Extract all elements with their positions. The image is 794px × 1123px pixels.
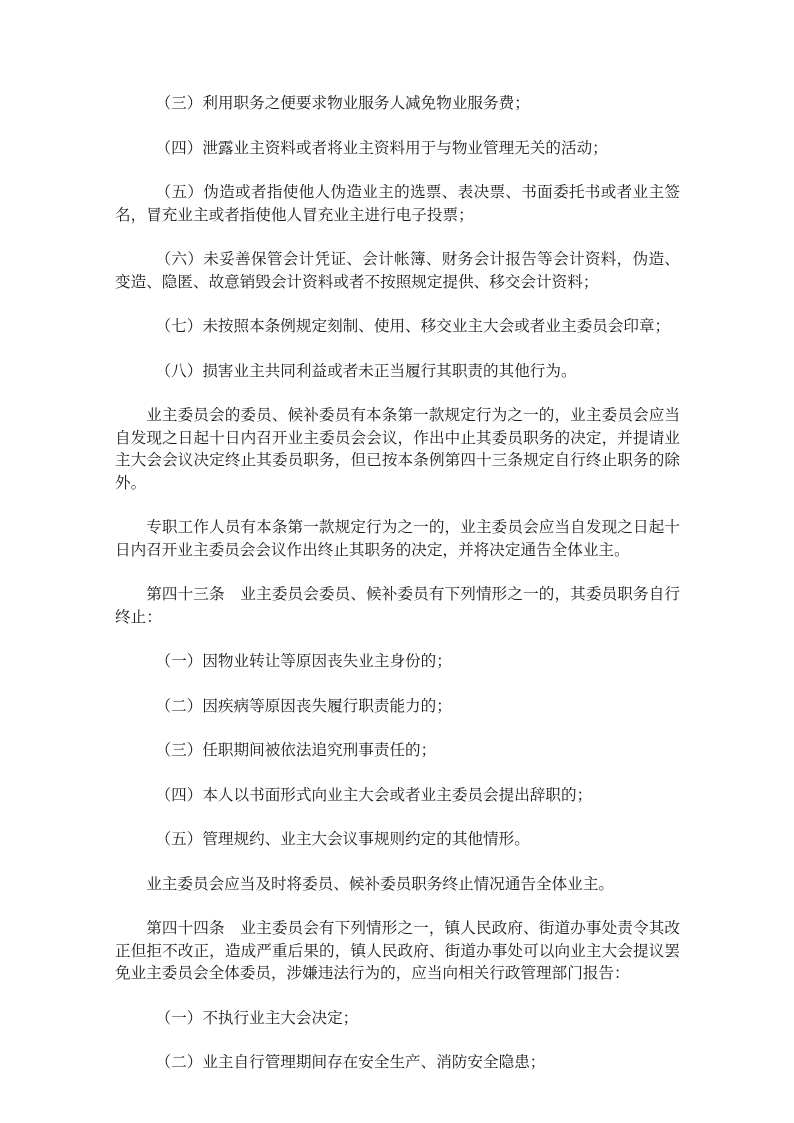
clause-item: （二）业主自行管理期间存在安全生产、消防安全隐患；: [155, 1053, 546, 1071]
article-43-heading: 第四十三条 业主委员会委员、候补委员有下列情形之一的，其委员职务自行终止：: [115, 585, 680, 626]
clause-item: （七）未按照本条例规定刻制、使用、移交业主大会或者业主委员会印章；: [155, 317, 671, 335]
clause-item: （五）伪造或者指使他人伪造业主的选票、表决票、书面委托书或者业主签名，冒充业主或者指使他人冒充业主进行电子投票；: [115, 183, 680, 224]
article-44-heading: 第四十四条 业主委员会有下列情形之一，镇人民政府、街道办事处责令其改正但拒不改正，造成严重后果的，镇人民政府、街道办事处可以向业主大会提议罢免业主委员会全体委员，涉嫌违法行为的，应当向相关行政管理部门报告：: [115, 919, 680, 982]
clause-item: （四）泄露业主资料或者将业主资料用于与物业管理无关的活动；: [155, 138, 608, 157]
body-paragraph: 业主委员会的委员、候补委员有本条第一款规定行为之一的，业主委员会应当自发现之日起十日内召开业主委员会会议，作出中止其委员职务的决定，并提请业主大会会议决定终止其委员职务，但已按本条例第四十三条规定自行终止职务的除外。: [115, 406, 680, 492]
clause-item: （三）利用职务之便要求物业服务人减免物业服务费；: [155, 94, 530, 112]
document-page: [115, 92, 680, 1096]
clause-item: （八）损害业主共同利益或者未正当履行其职责的其他行为。: [155, 361, 577, 380]
body-paragraph: 业主委员会应当及时将委员、候补委员职务终止情况通告全体业主。: [146, 874, 615, 893]
clause-item: （六）未妥善保管会计凭证、会计帐簿、财务会计报告等会计资料，伪造、变造、隐匿、故意销毁会计资料或者不按照规定提供、移交会计资料；: [115, 250, 680, 291]
clause-item: （一）因物业转让等原因丧失业主身份的；: [155, 652, 452, 670]
body-paragraph: 专职工作人员有本条第一款规定行为之一的，业主委员会应当自发现之日起十日内召开业主委员会会议作出终止其职务的决定，并将决定通告全体业主。: [115, 518, 680, 559]
clause-item: （四）本人以书面形式向业主大会或者业主委员会提出辞职的；: [155, 785, 593, 804]
clause-item: （一）不执行业主大会决定；: [155, 1008, 359, 1027]
clause-item: （五）管理规约、业主大会议事规则约定的其他情形。: [155, 830, 530, 848]
clause-item: （二）因疾病等原因丧失履行职责能力的；: [155, 696, 452, 715]
clause-item: （三）任职期间被依法追究刑事责任的；: [155, 741, 437, 759]
